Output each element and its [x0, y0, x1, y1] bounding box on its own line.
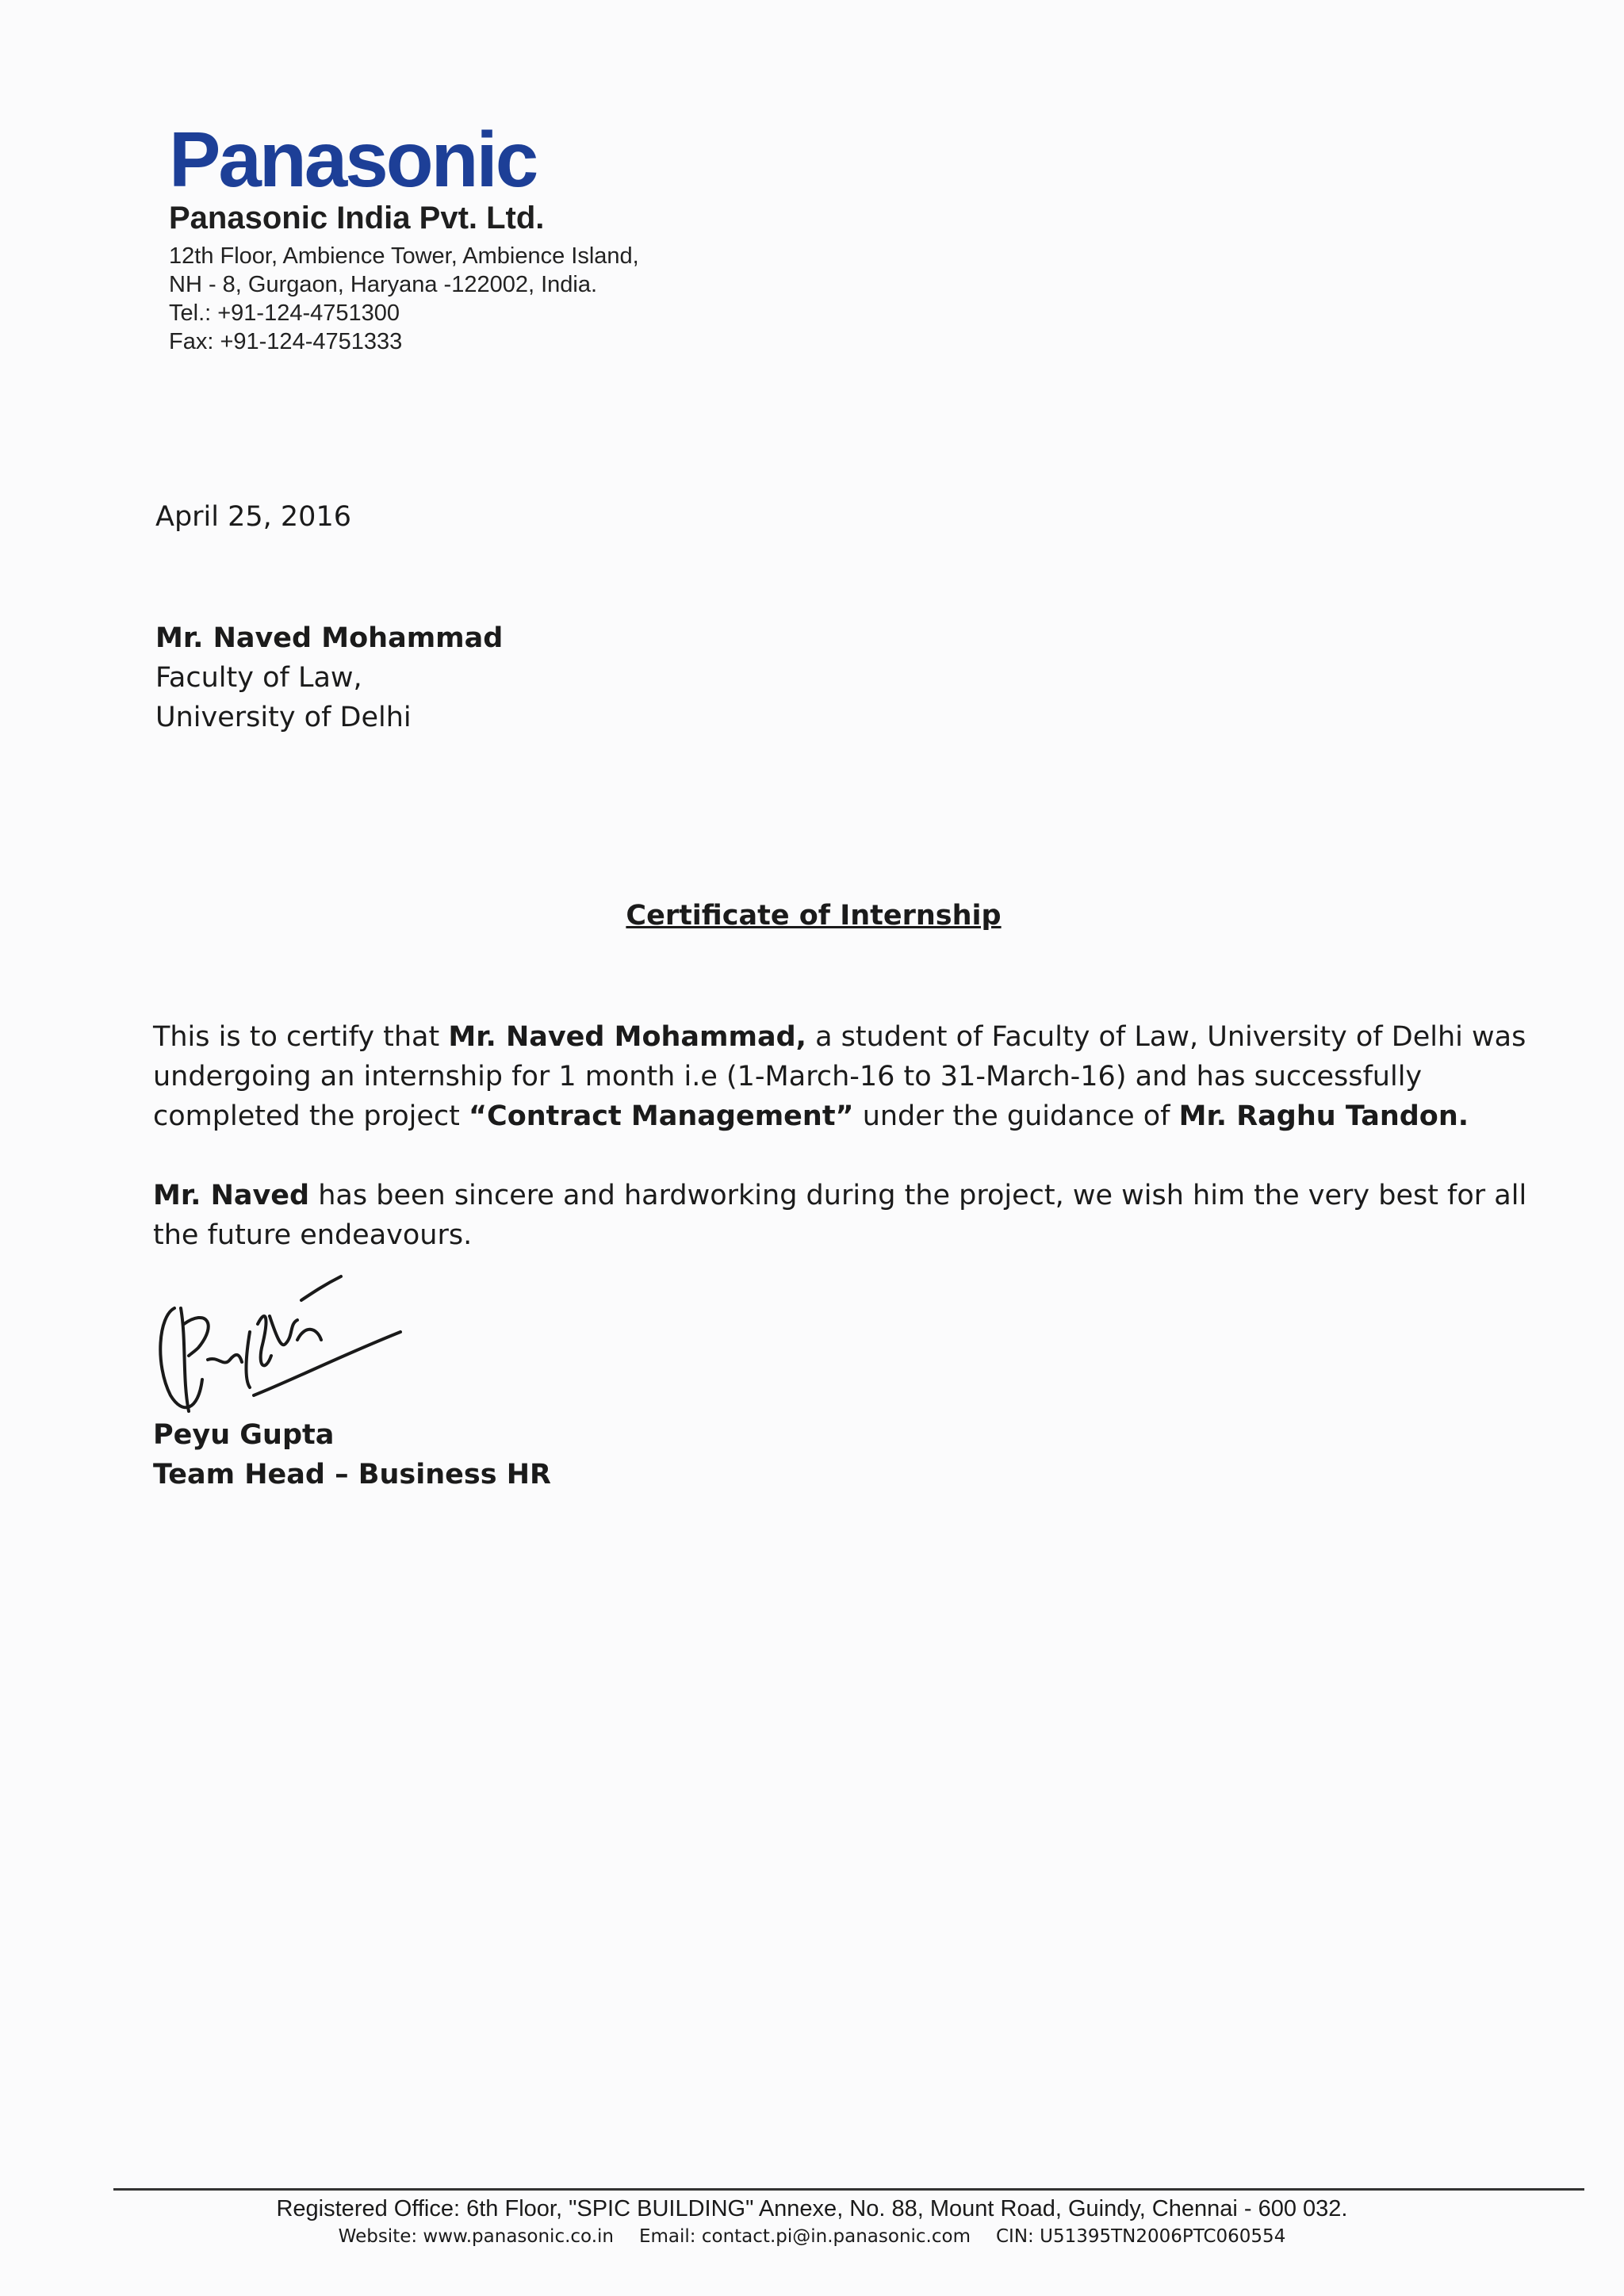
signer-designation: Team Head – Business HR	[153, 1459, 551, 1490]
recipient-university: University of Delhi	[155, 702, 412, 733]
signer-block	[153, 1415, 551, 1494]
fax-line: Fax: +91-124-4751333	[169, 329, 403, 354]
cin-number: CIN: U51395TN2006PTC060554	[996, 2226, 1286, 2247]
certificate-paragraph-2	[153, 1176, 1527, 1255]
text-run: under the guidance of	[853, 1100, 1179, 1132]
address-line: 12th Floor, Ambience Tower, Ambience Island,	[169, 243, 639, 269]
paragraph-line: undergoing an internship for 1 month i.e (1-March-16 to 31-March-16) and has successfully	[153, 1061, 1423, 1093]
recipient-name: Mr. Naved Mohammad	[155, 622, 504, 654]
paragraph-line	[153, 1096, 1501, 1136]
address-line: NH - 8, Gurgaon, Haryana -122002, India.	[169, 272, 598, 297]
paragraph-line	[153, 1017, 1526, 1057]
project-name: “Contract Management”	[469, 1100, 854, 1132]
recipient-faculty: Faculty of Law,	[155, 662, 362, 694]
signature-image	[151, 1261, 420, 1419]
footer-contact	[0, 2226, 1624, 2247]
student-short-name: Mr. Naved	[153, 1180, 310, 1211]
registered-office: Registered Office: 6th Floor, "SPIC BUILDING" Annexe, No. 88, Mount Road, Guindy, Chennai - 600 032.	[276, 2196, 1348, 2221]
text-run: This is to certify that	[153, 1021, 449, 1053]
text-run: has been sincere and hardworking during the project, we wish him the very best for all	[309, 1180, 1527, 1211]
signer-name: Peyu Gupta	[153, 1419, 335, 1451]
letter-date: April 25, 2016	[155, 501, 351, 533]
company-name: Panasonic India Pvt. Ltd.	[169, 201, 545, 235]
text-run: a student of Faculty of Law, University of Delhi was	[806, 1021, 1526, 1053]
certificate-paragraph-1	[153, 1017, 1526, 1136]
paragraph-line	[153, 1176, 1527, 1215]
text-run: completed the project	[153, 1100, 469, 1132]
certificate-title	[0, 900, 1624, 932]
certificate-title-text: Certificate of Internship	[626, 900, 1002, 932]
email-link[interactable]: Email: contact.pi@in.panasonic.com	[639, 2226, 971, 2247]
telephone-line: Tel.: +91-124-4751300	[169, 300, 400, 326]
paragraph-line: the future endeavours.	[153, 1219, 473, 1251]
company-logo: Panasonic	[169, 116, 537, 203]
guide-name: Mr. Raghu Tandon.	[1178, 1100, 1469, 1132]
footer-divider	[113, 2188, 1584, 2191]
website-link[interactable]: Website: www.panasonic.co.in	[338, 2226, 614, 2247]
company-address	[169, 242, 639, 356]
student-name: Mr. Naved Mohammad,	[448, 1021, 806, 1053]
recipient-block	[155, 618, 503, 737]
